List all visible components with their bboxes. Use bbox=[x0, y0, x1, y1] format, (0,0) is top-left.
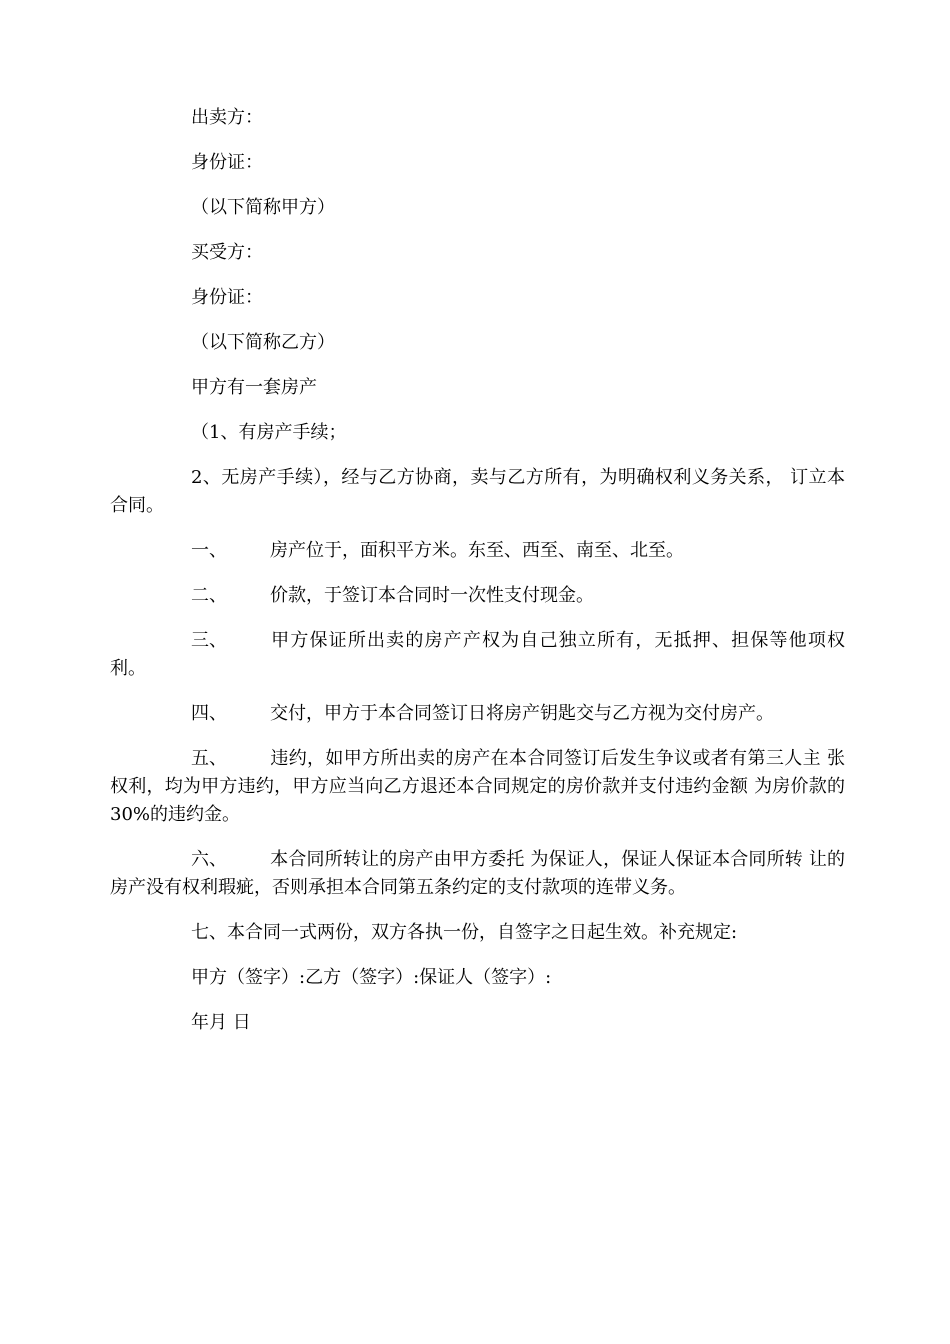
clause-2 bbox=[110, 582, 845, 610]
clause-number: 一、 bbox=[191, 540, 227, 561]
clause-number: 四、 bbox=[191, 703, 227, 724]
clause-1 bbox=[110, 537, 845, 565]
clause-text: 本合同所转让的房产由甲方委托 为保证人，保证人保证本合同所转 让的房产没有权利瑕疵，否则承担本合同第五条约定的支付款项的连带义务。 bbox=[110, 849, 845, 898]
seller-id-label: 身份证： bbox=[191, 152, 263, 173]
clause-text: 甲方保证所出卖的房产产权为自己独立所有，无抵押、担保等他项权 利。 bbox=[110, 630, 845, 679]
clause-5 bbox=[110, 745, 845, 829]
contract-body bbox=[110, 104, 845, 1054]
clause-text: 价款，于签订本合同时一次性支付现金。 bbox=[270, 585, 594, 606]
clause-7: 七、本合同一式两份，双方各执一份，自签字之日起生效。补充规定: bbox=[191, 922, 738, 943]
clause-text: 违约，如甲方所出卖的房产在本合同签订后发生争议或者有第三人主 张权利，均为甲方违约，甲方应当向乙方退还本合同规定的房价款并支付违约金额 为房价款的30%的违约金。 bbox=[110, 748, 845, 825]
seller-label: 出卖方： bbox=[191, 107, 263, 128]
buyer-id-label: 身份证： bbox=[191, 287, 263, 308]
date-line: 年月 日 bbox=[191, 1012, 251, 1033]
clause-number: 三、 bbox=[191, 630, 227, 651]
seller-alias: （以下简称甲方） bbox=[191, 197, 335, 218]
property-intro: 甲方有一套房产 bbox=[191, 377, 317, 398]
clause-text: 房产位于，面积平方米。东至、西至、南至、北至。 bbox=[270, 540, 684, 561]
clause-4 bbox=[110, 700, 845, 728]
clause-number: 二、 bbox=[191, 585, 227, 606]
clause-number: 五、 bbox=[191, 748, 227, 769]
buyer-alias: （以下简称乙方） bbox=[191, 332, 335, 353]
signature-line: 甲方（签字）:乙方（签字）:保证人（签字）: bbox=[191, 967, 552, 988]
clause-number: 六、 bbox=[191, 849, 227, 870]
clause-6 bbox=[110, 846, 845, 902]
clause-text: 交付，甲方于本合同签订日将房产钥匙交与乙方视为交付房产。 bbox=[270, 703, 774, 724]
clause-3 bbox=[110, 627, 845, 683]
option-1: （1、有房产手续； bbox=[191, 422, 347, 443]
buyer-label: 买受方： bbox=[191, 242, 263, 263]
option-2: 2、无房产手续），经与乙方协商，卖与乙方所有，为明确权利义务关系， 订立本合同。 bbox=[110, 467, 845, 516]
